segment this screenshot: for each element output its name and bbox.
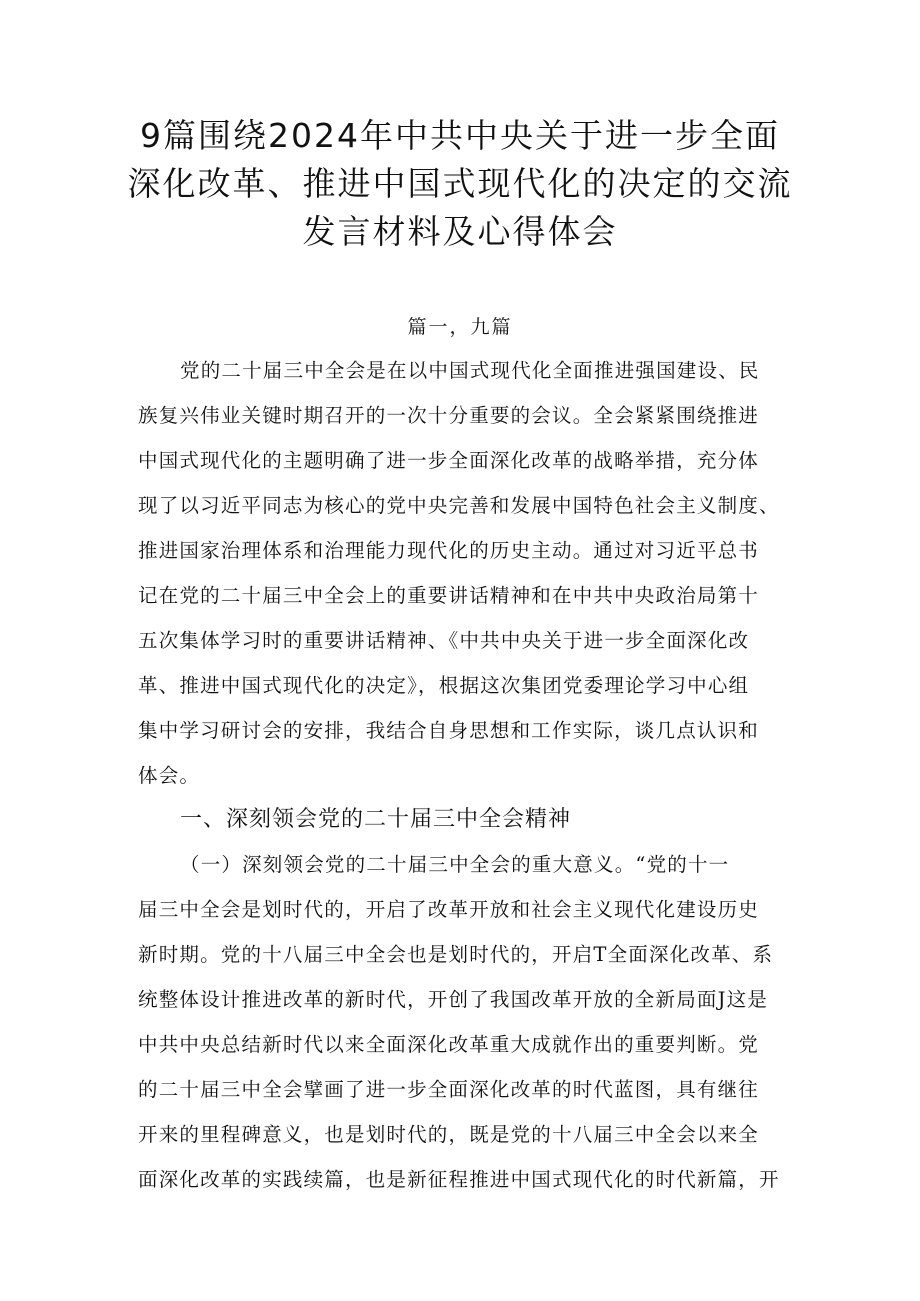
body-line-5: 中共中央总结新时代以来全面深化改革重大成就作出的重要判断。党 — [138, 1033, 760, 1056]
intro-line-10: 体会。 — [138, 764, 201, 787]
body-line-6: 的二十届三中全会擘画了进一步全面深化改革的时代蓝图，具有继往 — [138, 1078, 760, 1101]
body-line-3: 新时期。党的十八届三中全会也是划时代的，开启T全面深化改革、系 — [138, 943, 774, 966]
body-line-8: 面深化改革的实践续篇，也是新征程推进中国式现代化的时代新篇，开 — [138, 1168, 780, 1191]
document-title-line-2: 深化改革、推进中国式现代化的决定的交流 — [127, 164, 793, 203]
intro-line-1: 党的二十届三中全会是在以中国式现代化全面推进强国建设、民 — [180, 359, 760, 382]
intro-line-2: 族复兴伟业关键时期召开的一次十分重要的会议。全会紧紧围绕推进 — [138, 404, 760, 427]
section-heading: 一、深刻领会党的二十届三中全会精神 — [180, 807, 572, 832]
body-line-2: 届三中全会是划时代的，开启了改革开放和社会主义现代化建设历史 — [138, 898, 760, 921]
intro-line-4: 现了以习近平同志为核心的党中央完善和发展中国特色社会主义制度、 — [138, 494, 780, 517]
intro-line-8: 革、推进中国式现代化的决定》，根据这次集团党委理论学习中心组 — [138, 674, 750, 697]
section-label: 篇一，九篇 — [407, 316, 513, 338]
intro-line-5: 推进国家治理体系和治理能力现代化的历史主动。通过对习近平总书 — [138, 539, 760, 562]
intro-line-6: 记在党的二十届三中全会上的重要讲话精神和在中共中央政治局第十 — [138, 584, 760, 607]
intro-line-3: 中国式现代化的主题明确了进一步全面深化改革的战略举措，充分体 — [138, 449, 760, 472]
document-title-line-1: 9篇围绕2024年中共中央关于进一步全面 — [140, 116, 780, 155]
body-line-7: 开来的里程碑意义，也是划时代的，既是党的十八届三中全会以来全 — [138, 1123, 760, 1146]
body-line-4: 统整体设计推进改革的新时代，开创了我国改革开放的全新局面J这是 — [138, 988, 769, 1011]
body-line-1: （一）深刻领会党的二十届三中全会的重大意义。“党的十一 — [180, 853, 730, 876]
intro-line-7: 五次集体学习时的重要讲话精神、《中共中央关于进一步全面深化改 — [138, 629, 750, 652]
document-title-line-3: 发言材料及心得体会 — [302, 212, 618, 251]
intro-line-9: 集中学习研讨会的安排，我结合自身思想和工作实际，谈几点认识和 — [138, 719, 760, 742]
